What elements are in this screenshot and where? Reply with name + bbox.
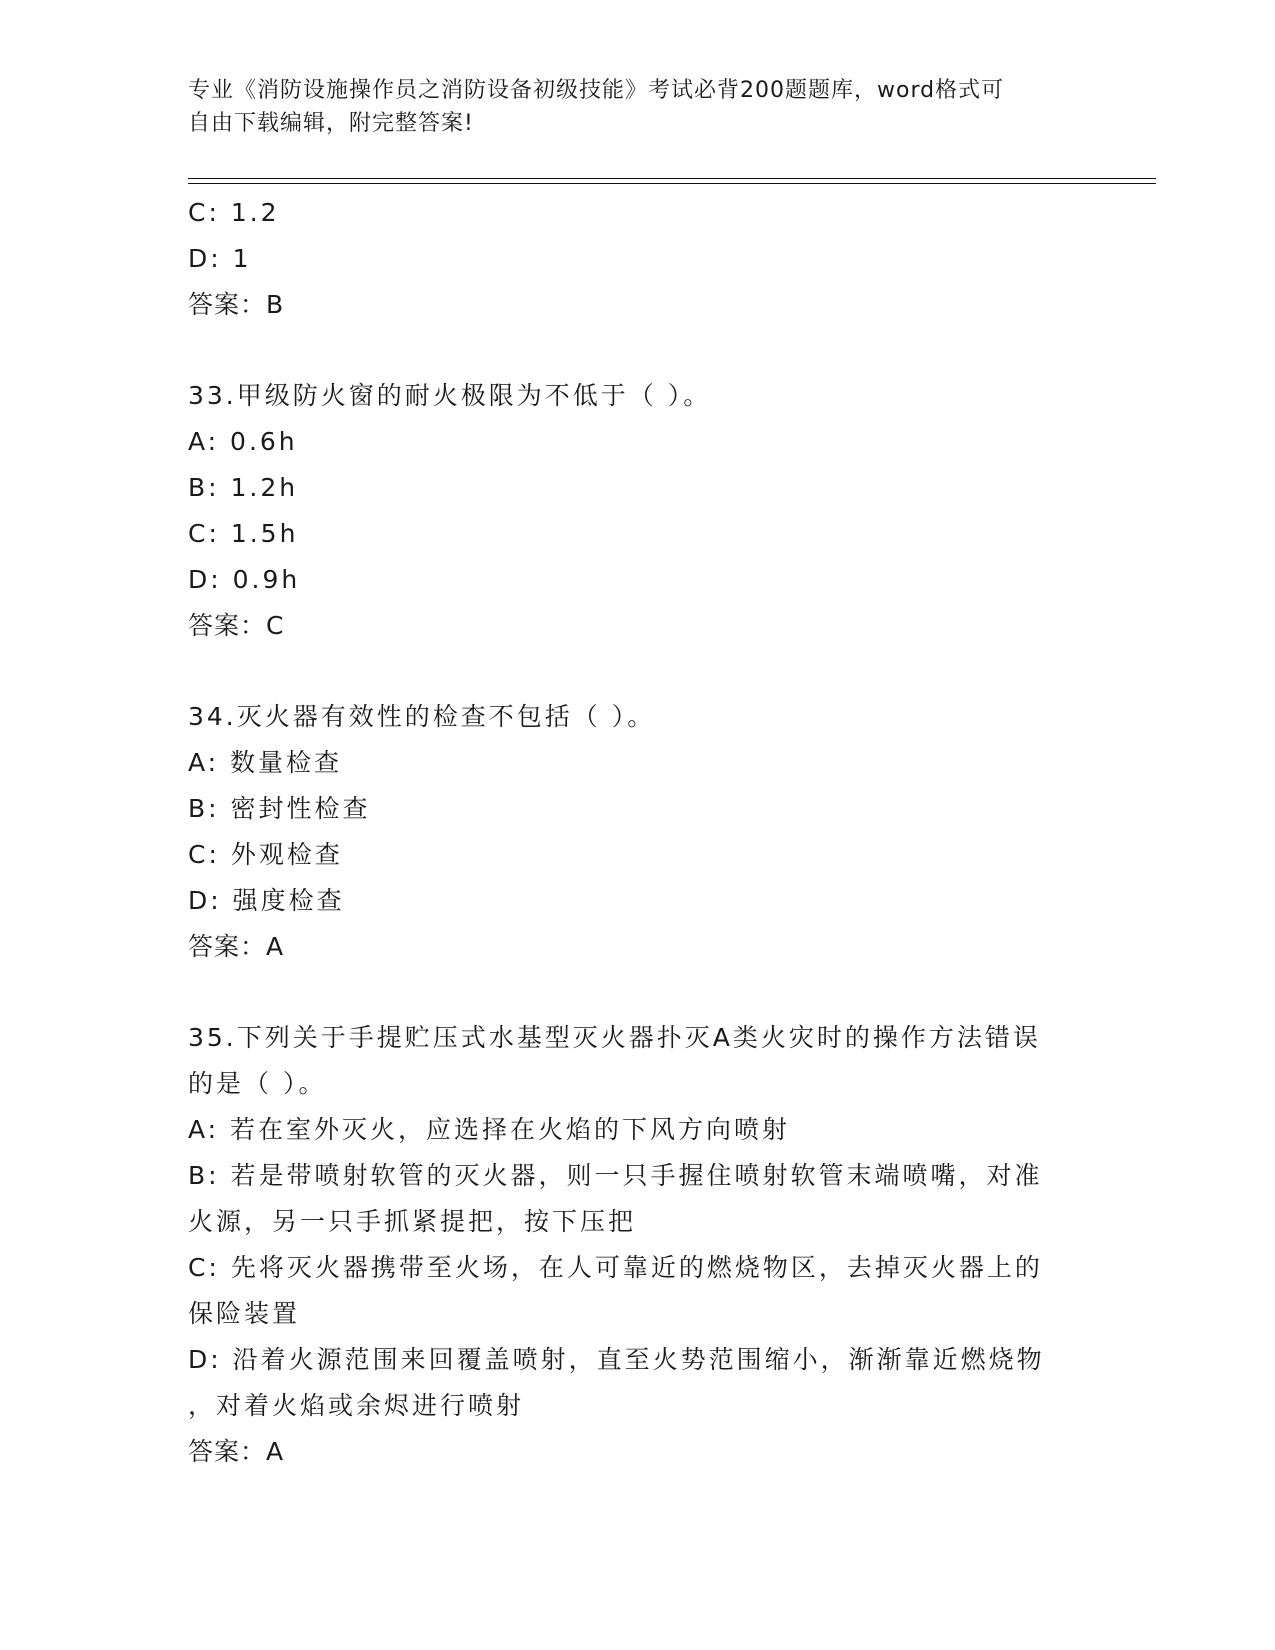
option-d: D: 强度检查 — [188, 886, 345, 915]
option-a: A: 数量检查 — [188, 748, 343, 777]
option-b: B: 密封性检查 — [188, 794, 371, 823]
option-d: D: 1 — [188, 244, 252, 273]
answer-line: 答案：C — [188, 611, 285, 640]
answer-line: 答案：A — [188, 1437, 285, 1466]
option-b-line-1: B: 若是带喷射软管的灭火器，则一只手握住喷射软管末端喷嘴，对准 — [188, 1161, 1043, 1190]
header-line-1: 专业《消防设施操作员之消防设备初级技能》考试必背200题题库，word格式可 — [188, 78, 1005, 103]
header-rule-top — [188, 178, 1156, 179]
question-stem-line-1: 35.下列关于手提贮压式水基型灭火器扑灭A类火灾时的操作方法错误 — [188, 1023, 1041, 1052]
option-b-line-2: 火源，另一只手抓紧提把，按下压把 — [188, 1207, 637, 1236]
header-rule-bottom — [188, 183, 1156, 184]
option-a: A: 若在室外灭火，应选择在火焰的下风方向喷射 — [188, 1115, 791, 1144]
question-33 — [188, 373, 1088, 649]
option-c-line-1: C: 先将灭火器携带至火场，在人可靠近的燃烧物区，去掉灭火器上的 — [188, 1253, 1043, 1282]
question-stem: 34.灭火器有效性的检查不包括（ ）。 — [188, 702, 656, 731]
option-c: C: 外观检查 — [188, 840, 343, 869]
option-c: C: 1.5h — [188, 519, 299, 548]
option-b: B: 1.2h — [188, 473, 299, 502]
question-32-tail — [188, 190, 1088, 328]
option-d-line-2: ，对着火焰或余烬进行喷射 — [188, 1391, 525, 1420]
option-d-line-1: D: 沿着火源范围来回覆盖喷射，直至火势范围缩小，渐渐靠近燃烧物 — [188, 1345, 1045, 1374]
option-c-line-2: 保险装置 — [188, 1299, 301, 1328]
question-35 — [188, 1015, 1088, 1475]
answer-line: 答案：A — [188, 932, 285, 961]
spacer — [188, 649, 1088, 694]
spacer — [188, 970, 1088, 1015]
option-c: C: 1.2 — [188, 198, 280, 227]
question-34 — [188, 694, 1088, 970]
header-line-2: 自由下载编辑，附完整答案! — [188, 111, 474, 136]
question-content — [188, 190, 1088, 1475]
option-d: D: 0.9h — [188, 565, 301, 594]
question-stem-line-2: 的是（ ）。 — [188, 1069, 327, 1098]
answer-line: 答案：B — [188, 290, 285, 319]
option-a: A: 0.6h — [188, 427, 298, 456]
page-header — [188, 74, 1068, 140]
question-stem: 33.甲级防火窗的耐火极限为不低于（ ）。 — [188, 381, 712, 410]
spacer — [188, 328, 1088, 373]
